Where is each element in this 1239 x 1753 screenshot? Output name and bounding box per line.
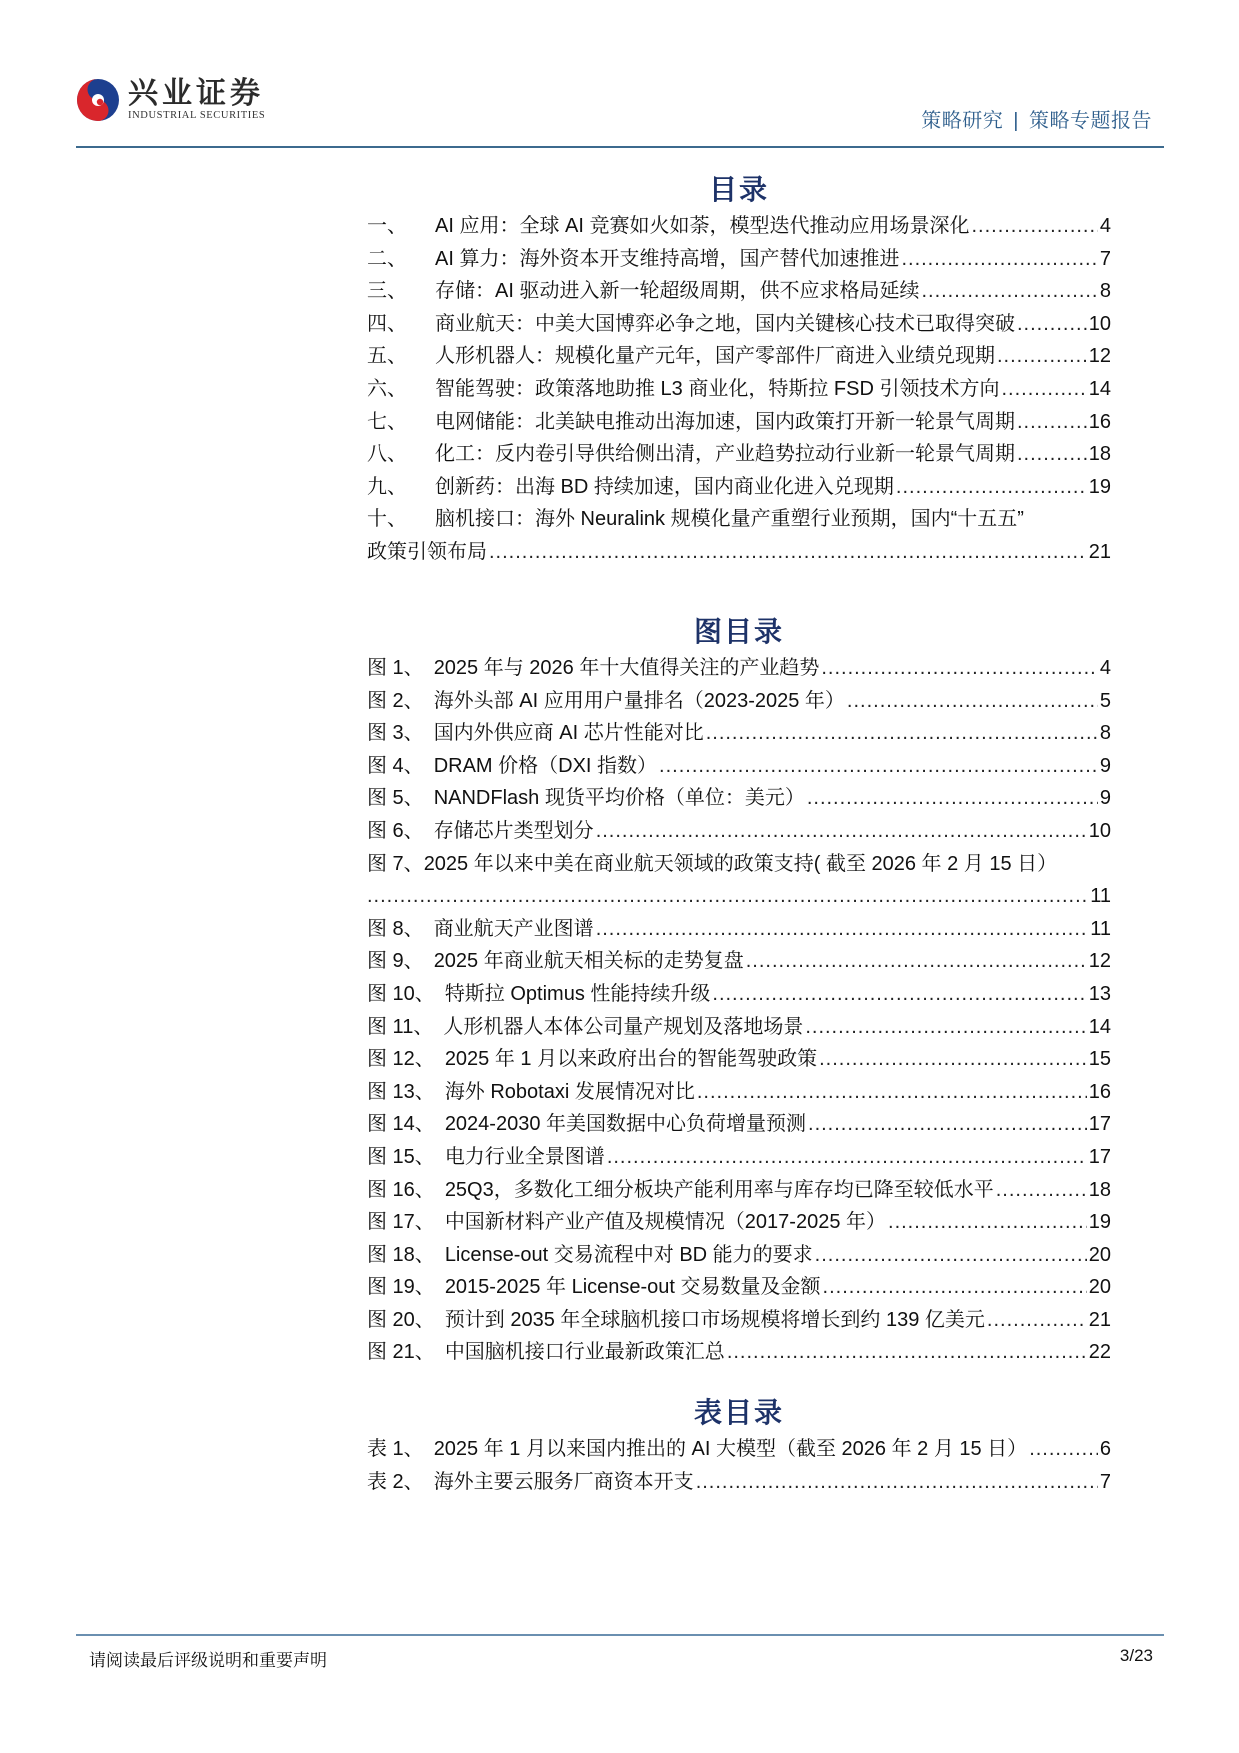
page-number: 20 bbox=[1088, 1243, 1111, 1266]
page-number: 21 bbox=[1088, 540, 1111, 563]
figure-item[interactable]: 图 19、 2015-2025 年 License-out 交易数量及金额 ..... 20 bbox=[367, 1271, 1111, 1304]
toc-item[interactable]: 五、 人形机器人：规模化量产元年，国产零部件厂商进入业绩兑现期 ..... 12 bbox=[367, 340, 1111, 373]
page-number: 11 bbox=[1090, 885, 1111, 908]
toc-item[interactable]: 十、 脑机接口：海外 Neuralink 规模化量产重塑行业预期，国内“十五五” 政策引领布局 ..... 21 bbox=[367, 503, 1111, 568]
figure-item[interactable]: 图 9、 2025 年商业航天相关标的走势复盘 ..... 12 bbox=[367, 945, 1111, 978]
page-number: 17 bbox=[1088, 1113, 1111, 1136]
page-number: 8 bbox=[1099, 280, 1111, 303]
page-indicator: 3/23 bbox=[1119, 1646, 1153, 1665]
figure-item[interactable]: 图 21、 中国脑机接口行业最新政策汇总 ..... 22 bbox=[367, 1336, 1111, 1369]
toc-item[interactable]: 四、 商业航天：中美大国博弈必争之地，国内关键核心技术已取得突破 ..... 10 bbox=[367, 308, 1111, 341]
figure-item[interactable]: 图 11、 人形机器人本体公司量产规划及落地场景 ..... 14 bbox=[367, 1011, 1111, 1044]
figure-list-title: 图目录 bbox=[693, 616, 784, 647]
page-number: 16 bbox=[1088, 1080, 1111, 1103]
page-number: 10 bbox=[1088, 819, 1111, 842]
figure-item[interactable]: 图 14、 2024-2030 年美国数据中心负荷增量预测 ..... 17 bbox=[367, 1108, 1111, 1141]
page-number: 12 bbox=[1088, 950, 1111, 973]
figure-item[interactable]: 图 2、 海外头部 AI 应用用户量排名（2023-2025 年） ..... 5 bbox=[367, 685, 1111, 718]
page-number: 14 bbox=[1088, 377, 1111, 400]
figure-list-items bbox=[367, 652, 1111, 1369]
figure-item[interactable]: 图 1、 2025 年与 2026 年十大值得关注的产业趋势 ..... 4 bbox=[367, 652, 1111, 685]
figure-item[interactable]: 图 10、 特斯拉 Optimus 性能持续升级 ..... 13 bbox=[367, 978, 1111, 1011]
page-number: 4 bbox=[1099, 657, 1111, 679]
disclaimer-note: 请阅读最后评级说明和重要声明 bbox=[89, 1651, 327, 1670]
header-divider bbox=[76, 146, 1164, 148]
table-item[interactable]: 表 1、 2025 年 1 月以来国内推出的 AI 大模型（截至 2026 年 2 月 15 日） ..... 6 bbox=[367, 1433, 1111, 1466]
figure-item[interactable]: 图 4、 DRAM 价格（DXI 指数） ..... 9 bbox=[367, 750, 1111, 783]
toc-item[interactable]: 六、 智能驾驶：政策落地助推 L3 商业化，特斯拉 FSD 引领技术方向 ..... 14 bbox=[367, 373, 1111, 406]
page-number: 19 bbox=[1088, 475, 1111, 498]
page-number: 17 bbox=[1088, 1145, 1111, 1168]
footer-divider bbox=[76, 1634, 1164, 1636]
page-number: 9 bbox=[1099, 787, 1111, 810]
toc-title: 目录 bbox=[708, 174, 769, 205]
report-category bbox=[921, 104, 1152, 133]
toc-list bbox=[367, 210, 1111, 569]
figure-item[interactable]: 图 12、 2025 年 1 月以来政府出台的智能驾驶政策 ..... 15 bbox=[367, 1043, 1111, 1076]
report-type-label: 策略专题报告 bbox=[1029, 110, 1152, 132]
page-number: 7 bbox=[1099, 1470, 1111, 1493]
page-number: 13 bbox=[1088, 982, 1111, 1005]
page-number: 11 bbox=[1090, 917, 1111, 940]
figure-item[interactable]: 图 5、 NANDFlash 现货平均价格（单位：美元） ..... 9 bbox=[367, 782, 1111, 815]
page-number: 12 bbox=[1088, 345, 1111, 368]
figure-item[interactable]: 图 20、 预计到 2035 年全球脑机接口市场规模将增长到约 139 亿美元 ..... 21 bbox=[367, 1304, 1111, 1337]
page-number: 20 bbox=[1088, 1276, 1111, 1299]
figure-item[interactable]: 图 8、 商业航天产业图谱 ..... 11 bbox=[367, 913, 1111, 946]
logo-english-name: INDUSTRIAL SECURITIES bbox=[128, 110, 266, 121]
figure-item[interactable]: 图 3、 国内外供应商 AI 芯片性能对比 ..... 8 bbox=[367, 717, 1111, 750]
page-header bbox=[76, 74, 1164, 148]
page-number: 19 bbox=[1088, 1211, 1111, 1234]
page-number: 21 bbox=[1088, 1308, 1111, 1331]
page-number: 6 bbox=[1099, 1438, 1111, 1460]
toc-item[interactable]: 七、 电网储能：北美缺电推动出海加速，国内政策打开新一轮景气周期 ..... 16 bbox=[367, 406, 1111, 439]
logo-chinese-name: 兴业证券 bbox=[128, 76, 264, 111]
toc-item[interactable]: 三、 存储：AI 驱动进入新一轮超级周期，供不应求格局延续 ..... 8 bbox=[367, 275, 1111, 308]
toc-item[interactable]: 八、 化工：反内卷引导供给侧出清，产业趋势拉动行业新一轮景气周期 ..... 18 bbox=[367, 438, 1111, 471]
figure-list bbox=[367, 612, 1111, 1369]
figure-item[interactable]: 图 15、 电力行业全景图谱 ..... 17 bbox=[367, 1141, 1111, 1174]
page-number: 10 bbox=[1088, 312, 1111, 335]
table-list bbox=[367, 1393, 1111, 1498]
category-separator: | bbox=[1013, 110, 1019, 132]
page-number: 9 bbox=[1099, 754, 1111, 777]
page-number: 7 bbox=[1099, 247, 1111, 270]
figure-item[interactable]: 图 7、 2025 年以来中美在商业航天领域的政策支持( 截至 2026 年 2 月 15 日） ..... 11 bbox=[367, 848, 1111, 913]
table-list-items bbox=[367, 1433, 1111, 1498]
figure-item[interactable]: 图 6、 存储芯片类型划分 ..... 10 bbox=[367, 815, 1111, 848]
toc-item[interactable]: 一、 AI 应用：全球 AI 竞赛如火如荼，模型迭代推动应用场景深化 ..... 4 bbox=[367, 210, 1111, 243]
table-list-title: 表目录 bbox=[693, 1397, 784, 1428]
figure-item[interactable]: 图 18、 License-out 交易流程中对 BD 能力的要求 ..... 20 bbox=[367, 1239, 1111, 1272]
figure-item[interactable]: 图 17、 中国新材料产业产值及规模情况（2017-2025 年） ..... 19 bbox=[367, 1206, 1111, 1239]
toc-item[interactable]: 九、 创新药：出海 BD 持续加速，国内商业化进入兑现期 ..... 19 bbox=[367, 471, 1111, 504]
page-number: 18 bbox=[1088, 1178, 1111, 1201]
page-number: 16 bbox=[1088, 410, 1111, 433]
table-item[interactable]: 表 2、 海外主要云服务厂商资本开支 ..... 7 bbox=[367, 1466, 1111, 1499]
page-number: 5 bbox=[1099, 689, 1111, 712]
figure-item[interactable]: 图 16、 25Q3，多数化工细分板块产能利用率与库存均已降至较低水平 ..... 18 bbox=[367, 1174, 1111, 1207]
page-number: 8 bbox=[1099, 722, 1111, 745]
page-number: 4 bbox=[1099, 215, 1111, 237]
figure-item[interactable]: 图 13、 海外 Robotaxi 发展情况对比 ..... 16 bbox=[367, 1076, 1111, 1109]
category-label: 策略研究 bbox=[921, 110, 1004, 132]
table-of-contents bbox=[367, 170, 1111, 569]
page-number: 15 bbox=[1088, 1048, 1111, 1071]
toc-item[interactable]: 二、 AI 算力：海外资本开支维持高增，国产替代加速推进 ..... 7 bbox=[367, 243, 1111, 276]
company-logo bbox=[76, 78, 265, 122]
page-number: 14 bbox=[1088, 1015, 1111, 1038]
page-number: 22 bbox=[1088, 1341, 1111, 1364]
page-number: 18 bbox=[1088, 443, 1111, 466]
logo-swirl-icon bbox=[76, 78, 120, 122]
